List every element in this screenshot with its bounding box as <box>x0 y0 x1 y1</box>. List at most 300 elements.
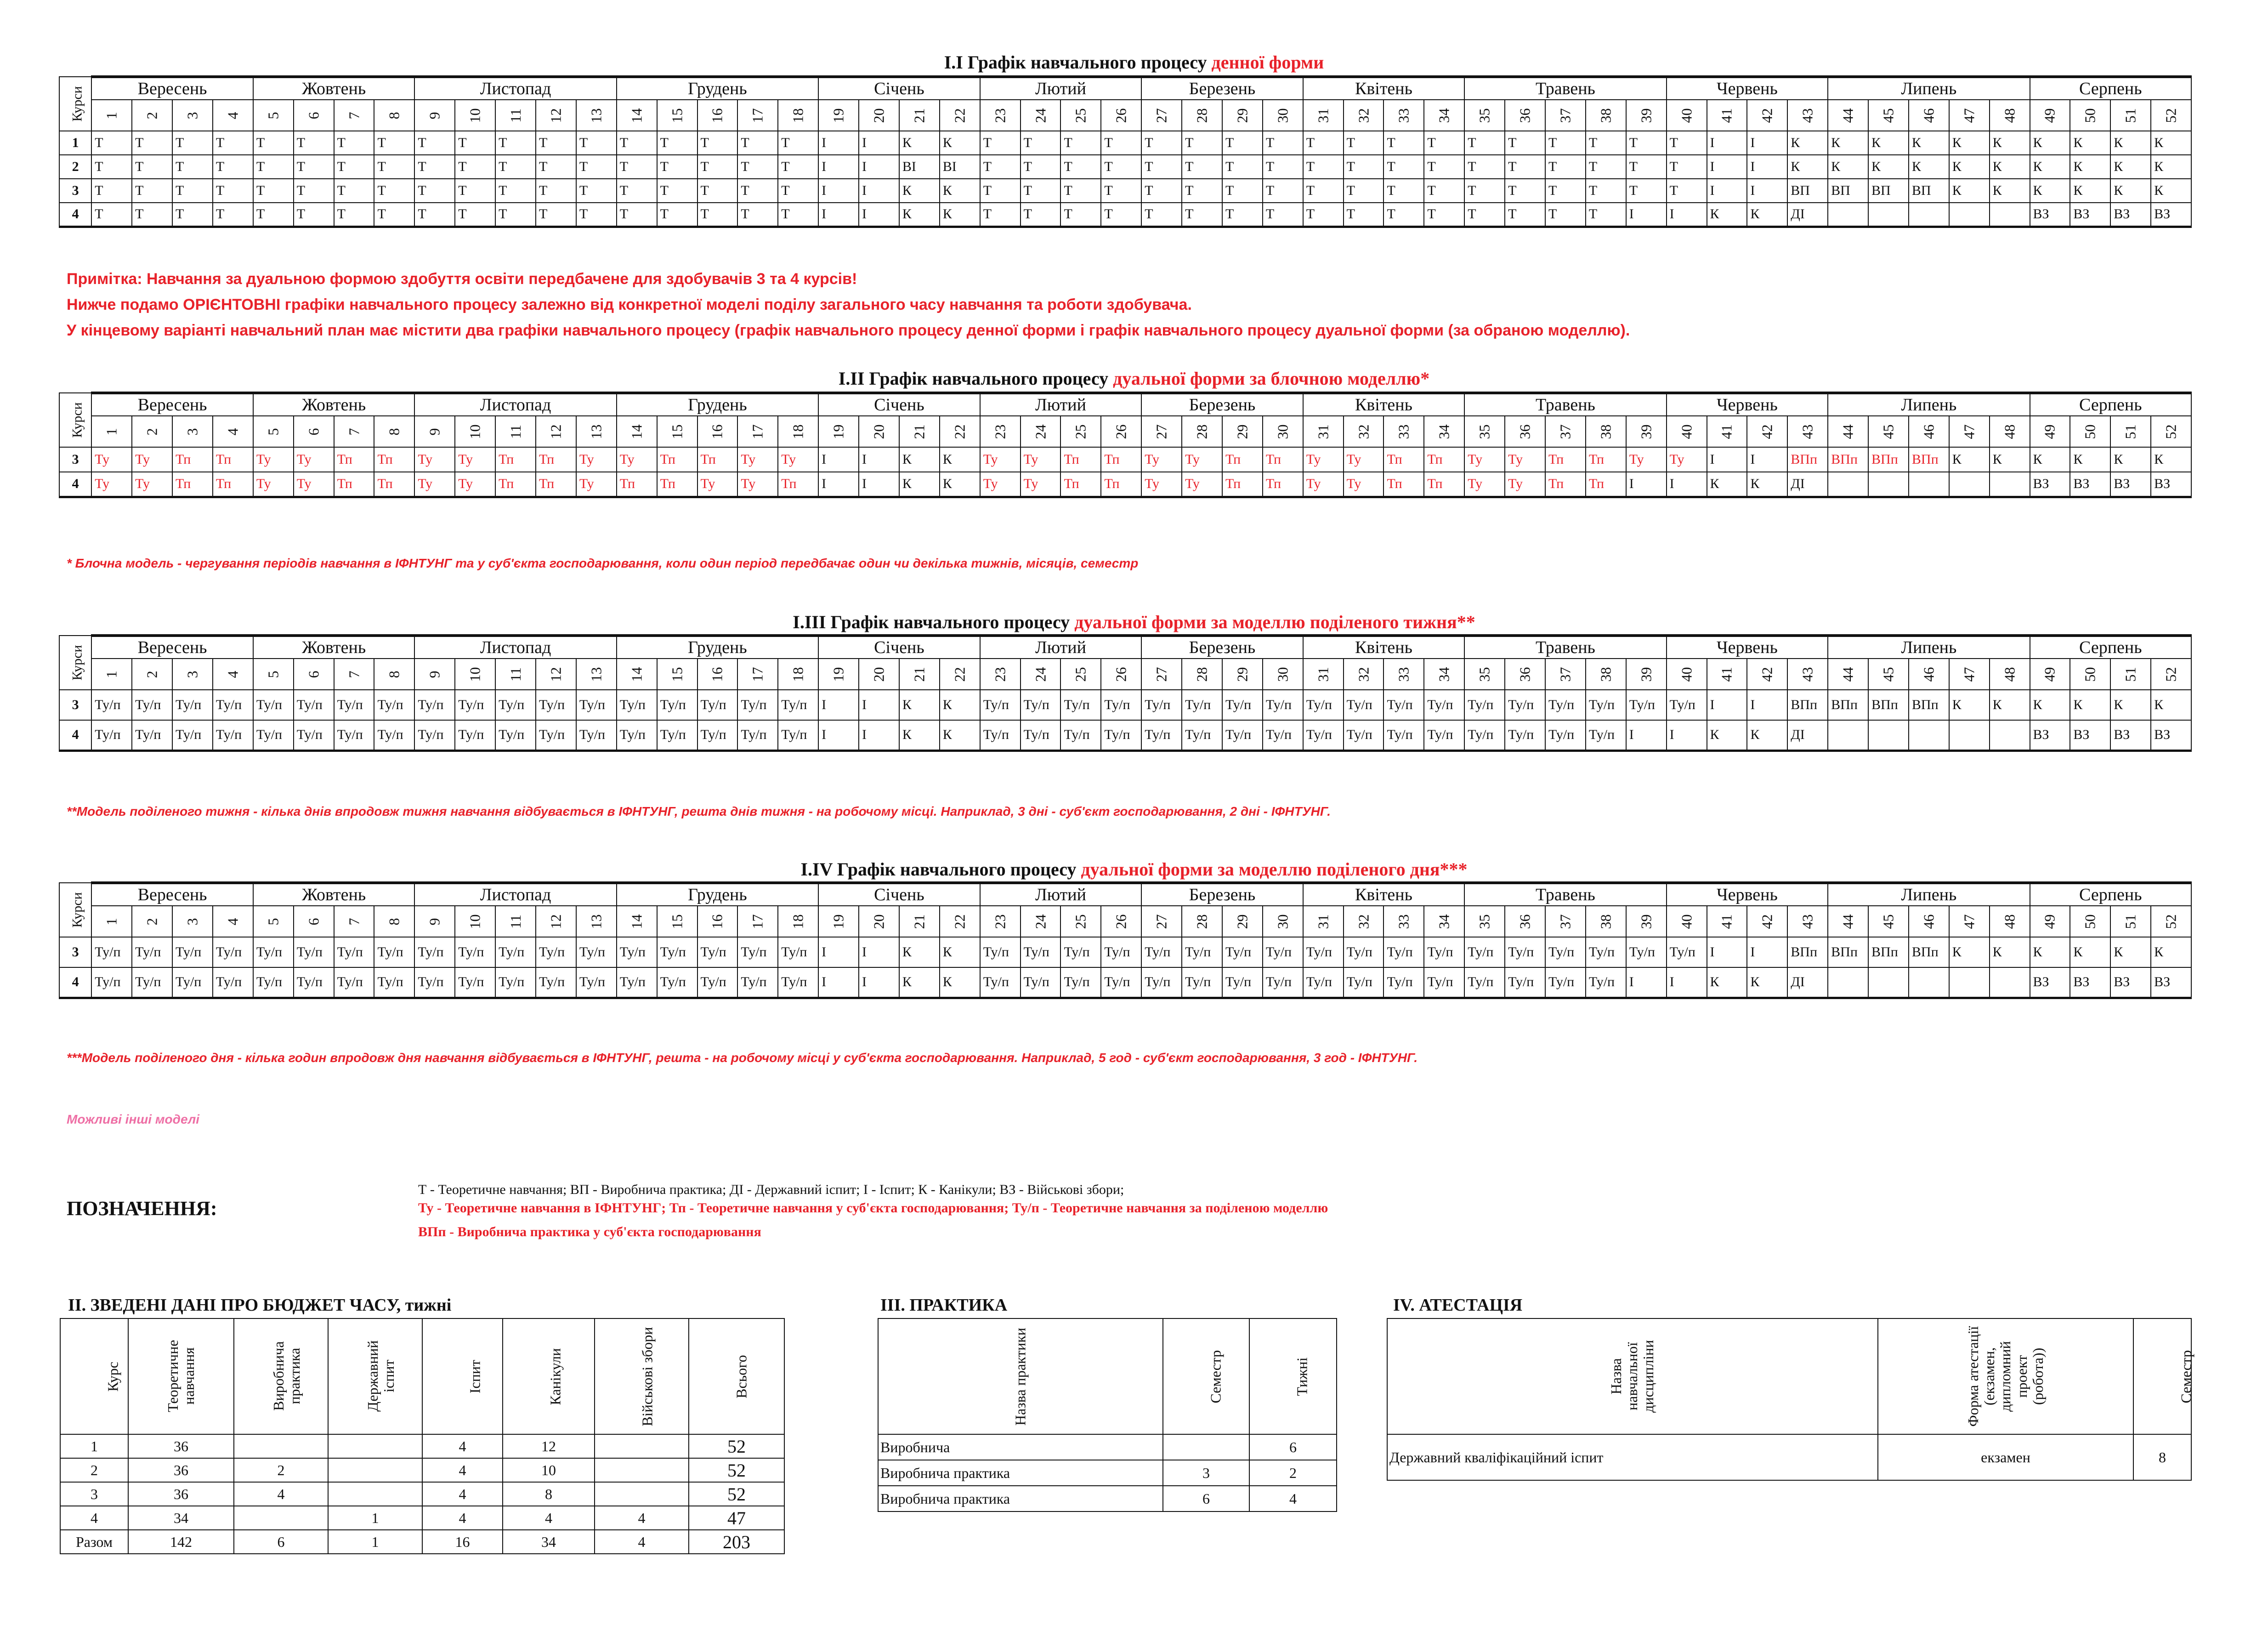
schedule-cell: Ту/п <box>1222 967 1263 998</box>
schedule-cell: Ту/п <box>172 720 213 750</box>
practice-title: III. ПРАКТИКА <box>880 1295 1008 1315</box>
schedule-cell: К <box>1747 203 1787 227</box>
schedule-cell: Ту/п <box>1263 937 1303 967</box>
schedule-cell: Ту/п <box>455 690 495 720</box>
schedule-cell: І <box>859 179 899 203</box>
practice-header: Семестр <box>1163 1318 1249 1434</box>
schedule-cell: Ту <box>1141 472 1182 497</box>
schedule-cell: І <box>818 131 859 155</box>
schedule-cell: Ту/п <box>1303 690 1344 720</box>
schedule-cell: Ту/п <box>91 690 132 720</box>
schedule-cell: Ту/п <box>213 937 253 967</box>
week-number: 37 <box>1545 416 1586 447</box>
week-number: 47 <box>1949 100 1990 131</box>
schedule-cell <box>1909 203 1949 227</box>
budget-cell: 12 <box>503 1434 595 1458</box>
schedule-cell: ВЗ <box>2110 203 2151 227</box>
schedule-cell: Ту/п <box>1060 937 1101 967</box>
week-number: 12 <box>536 659 576 690</box>
schedule-cell: Ту/п <box>1182 720 1222 750</box>
schedule-cell: Тп <box>1263 472 1303 497</box>
schedule-cell: Ту/п <box>1263 967 1303 998</box>
schedule-cell: К <box>2030 155 2070 179</box>
week-number: 39 <box>1626 906 1667 937</box>
schedule-cell: Ту/п <box>455 967 495 998</box>
schedule-cell <box>1990 203 2030 227</box>
schedule-cell <box>1828 967 1868 998</box>
schedule-cell: Т <box>1303 155 1344 179</box>
week-number: 25 <box>1060 906 1101 937</box>
week-number: 1 <box>91 659 132 690</box>
week-number: 14 <box>617 659 657 690</box>
week-number: 44 <box>1828 659 1868 690</box>
week-number: 22 <box>940 659 980 690</box>
schedule-cell: Ту/п <box>294 690 334 720</box>
schedule-cell: Т <box>1101 203 1141 227</box>
schedule-cell: І <box>1707 179 1747 203</box>
week-number: 38 <box>1586 416 1626 447</box>
week-number: 40 <box>1667 100 1707 131</box>
schedule-table-full-time <box>59 75 2192 228</box>
month-header: Липень <box>1828 77 2030 100</box>
schedule-cell: Ту/п <box>1101 967 1141 998</box>
schedule-cell: ВПп <box>1868 937 1909 967</box>
schedule-cell: Т <box>1383 203 1424 227</box>
week-number: 27 <box>1141 659 1182 690</box>
week-number: 28 <box>1182 100 1222 131</box>
schedule-cell: К <box>2070 179 2110 203</box>
schedule-cell: Т <box>132 131 172 155</box>
schedule-cell: І <box>859 447 899 472</box>
schedule-cell: Т <box>1182 155 1222 179</box>
budget-cell: 1 <box>328 1506 422 1530</box>
schedule-cell: ВЗ <box>2070 967 2110 998</box>
schedule-cell: Ту <box>980 447 1021 472</box>
schedule-cell: Т <box>1464 131 1505 155</box>
schedule-cell: Ту/п <box>253 720 294 750</box>
schedule-cell: Ту/п <box>213 690 253 720</box>
schedule-cell: Ту/п <box>657 967 697 998</box>
schedule-cell: ВПп <box>1828 937 1868 967</box>
week-number: 35 <box>1464 100 1505 131</box>
schedule-cell: Т <box>495 203 536 227</box>
schedule-cell: Тп <box>374 472 414 497</box>
week-number: 30 <box>1263 906 1303 937</box>
schedule-cell: Т <box>414 203 455 227</box>
week-number: 3 <box>172 659 213 690</box>
schedule-cell: ВЗ <box>2030 967 2070 998</box>
week-number: 43 <box>1787 416 1828 447</box>
week-number: 21 <box>899 100 940 131</box>
schedule-cell: Т <box>617 131 657 155</box>
week-number: 3 <box>172 100 213 131</box>
schedule-cell: К <box>899 203 940 227</box>
schedule-cell: Ту/п <box>697 937 738 967</box>
budget-cell: 36 <box>128 1434 234 1458</box>
week-number: 26 <box>1101 659 1141 690</box>
schedule-cell: Ту <box>1667 447 1707 472</box>
schedule-cell: Т <box>455 131 495 155</box>
budget-cell: 47 <box>689 1506 784 1530</box>
schedule-cell: К <box>2070 937 2110 967</box>
schedule-cell: Ту/п <box>657 720 697 750</box>
schedule-cell: Т <box>778 203 818 227</box>
schedule-cell: Тп <box>1586 447 1626 472</box>
schedule-cell: К <box>940 447 980 472</box>
schedule-cell: К <box>2070 131 2110 155</box>
week-number: 41 <box>1707 659 1747 690</box>
budget-cell: 4 <box>422 1506 503 1530</box>
month-header: Лютий <box>980 77 1142 100</box>
week-number: 39 <box>1626 659 1667 690</box>
schedule-cell: Ту/п <box>617 937 657 967</box>
schedule-cell: Т <box>172 179 213 203</box>
other-models-note: Можливі інші моделі <box>67 1112 200 1126</box>
week-number: 35 <box>1464 416 1505 447</box>
schedule-cell: Ту/п <box>495 967 536 998</box>
month-header: Травень <box>1464 393 1666 416</box>
kurs-row-label: 2 <box>59 155 91 179</box>
week-number: 8 <box>374 906 414 937</box>
schedule-cell: Ту/п <box>1021 690 1061 720</box>
schedule-cell: Т <box>253 155 294 179</box>
schedule-cell: Ту/п <box>1626 937 1667 967</box>
schedule-cell: І <box>1626 967 1667 998</box>
budget-cell: 8 <box>503 1482 595 1506</box>
week-number: 14 <box>617 416 657 447</box>
schedule-table-split-day-model <box>59 881 2192 999</box>
month-header: Вересень <box>91 636 253 659</box>
week-number: 19 <box>818 659 859 690</box>
week-number: 17 <box>737 659 778 690</box>
week-number: 21 <box>899 906 940 937</box>
month-header: Січень <box>818 636 980 659</box>
schedule-cell: І <box>1747 179 1787 203</box>
schedule-cell: Т <box>980 179 1021 203</box>
schedule-cell: К <box>1949 179 1990 203</box>
week-number: 10 <box>455 416 495 447</box>
schedule-cell: Ту/п <box>778 690 818 720</box>
budget-header: Виробнича практика <box>234 1318 328 1434</box>
schedule-cell: Т <box>374 179 414 203</box>
schedule-cell: Т <box>253 179 294 203</box>
month-header: Вересень <box>91 883 253 906</box>
schedule-cell: Т <box>132 179 172 203</box>
schedule-cell: ВЗ <box>2030 203 2070 227</box>
budget-cell: 4 <box>595 1506 689 1530</box>
budget-cell <box>328 1458 422 1482</box>
schedule-cell <box>1868 472 1909 497</box>
schedule-cell: ВЗ <box>2110 967 2151 998</box>
schedule-cell: І <box>1626 720 1667 750</box>
schedule-cell: К <box>1990 447 2030 472</box>
schedule-cell: ВП <box>1828 179 1868 203</box>
schedule-cell: І <box>1707 937 1747 967</box>
week-number: 48 <box>1990 100 2030 131</box>
schedule-cell: Т <box>294 203 334 227</box>
week-number: 15 <box>657 416 697 447</box>
schedule-cell: Ту <box>737 472 778 497</box>
practice-cell: 6 <box>1163 1486 1249 1511</box>
practice-cell: 3 <box>1163 1460 1249 1486</box>
schedule-cell: Ту <box>1626 447 1667 472</box>
schedule-cell: К <box>2110 155 2151 179</box>
schedule-cell: Ту/п <box>1667 937 1707 967</box>
schedule-cell: Т <box>1141 131 1182 155</box>
schedule-cell: Ту/п <box>132 967 172 998</box>
week-number: 13 <box>576 100 617 131</box>
schedule-cell: Т <box>253 131 294 155</box>
schedule-cell: І <box>818 472 859 497</box>
schedule-cell: Тп <box>1101 472 1141 497</box>
schedule-cell: Т <box>1626 155 1667 179</box>
schedule-cell: Т <box>697 131 738 155</box>
week-number: 24 <box>1021 100 1061 131</box>
month-header: Листопад <box>414 77 616 100</box>
schedule-cell: Ту/п <box>213 967 253 998</box>
week-number: 17 <box>737 100 778 131</box>
budget-header: Всього <box>689 1318 784 1434</box>
budget-cell: 36 <box>128 1482 234 1506</box>
schedule-cell: Ту/п <box>1141 720 1182 750</box>
schedule-cell: Т <box>455 203 495 227</box>
schedule-cell <box>1909 967 1949 998</box>
schedule-cell: Т <box>91 155 132 179</box>
week-number: 5 <box>253 100 294 131</box>
week-number: 50 <box>2070 659 2110 690</box>
week-number: 33 <box>1383 659 1424 690</box>
schedule-cell: Т <box>132 155 172 179</box>
schedule-cell: Тп <box>1383 447 1424 472</box>
schedule-cell: К <box>2110 690 2151 720</box>
kurs-row-label: 4 <box>59 967 91 998</box>
week-number: 16 <box>697 659 738 690</box>
budget-cell: 34 <box>503 1530 595 1554</box>
schedule-cell: Ту/п <box>980 937 1021 967</box>
schedule-cell: Тп <box>1586 472 1626 497</box>
schedule-cell: Т <box>737 155 778 179</box>
week-number: 25 <box>1060 659 1101 690</box>
schedule-cell: Ту <box>980 472 1021 497</box>
schedule-cell: К <box>899 720 940 750</box>
week-number: 29 <box>1222 416 1263 447</box>
schedule-cell: К <box>1707 472 1747 497</box>
budget-cell: 4 <box>422 1458 503 1482</box>
week-number: 42 <box>1747 659 1787 690</box>
schedule-cell: Ту <box>1464 447 1505 472</box>
schedule-cell: Ту/п <box>1021 720 1061 750</box>
month-header: Травень <box>1464 77 1666 100</box>
schedule-cell: ВЗ <box>2030 472 2070 497</box>
week-number: 5 <box>253 659 294 690</box>
week-number: 43 <box>1787 906 1828 937</box>
schedule-cell: Т <box>576 203 617 227</box>
schedule-cell: Т <box>980 155 1021 179</box>
budget-cell: 10 <box>503 1458 595 1482</box>
schedule-cell: Ту/п <box>657 937 697 967</box>
schedule-cell: ДІ <box>1787 720 1828 750</box>
schedule-cell: К <box>1787 155 1828 179</box>
schedule-cell: Т <box>374 131 414 155</box>
month-header: Жовтень <box>253 636 415 659</box>
schedule-cell: К <box>1949 131 1990 155</box>
schedule-cell: Т <box>576 131 617 155</box>
practice-header: Назва практики <box>878 1318 1163 1434</box>
week-number: 9 <box>414 906 455 937</box>
schedule-cell <box>1949 203 1990 227</box>
footnote-split-day-model: ***Модель поділеного дня - кілька годин впродовж дня навчання відбувається в ІФНТУНГ, решта - на робочому місці у суб'єкта господарювання. Наприклад, 5 год - суб'єкт господарювання, 3 год - ІФНТУНГ. <box>67 1051 1418 1065</box>
schedule-cell: Ту/п <box>778 937 818 967</box>
week-number: 34 <box>1424 659 1464 690</box>
budget-cell: 3 <box>60 1482 128 1506</box>
week-number: 40 <box>1667 416 1707 447</box>
schedule-cell <box>1949 472 1990 497</box>
schedule-cell: Ту/п <box>1222 690 1263 720</box>
schedule-cell <box>1990 720 2030 750</box>
schedule-cell: Ту/п <box>1222 720 1263 750</box>
month-header: Жовтень <box>253 393 415 416</box>
week-number: 9 <box>414 416 455 447</box>
schedule-cell: Т <box>1021 155 1061 179</box>
schedule-cell: К <box>940 937 980 967</box>
schedule-cell: Ту <box>455 447 495 472</box>
schedule-cell: Ту/п <box>1101 690 1141 720</box>
week-number: 25 <box>1060 416 1101 447</box>
schedule-cell: ВП <box>1868 179 1909 203</box>
schedule-cell: ВЗ <box>2110 472 2151 497</box>
week-number: 42 <box>1747 416 1787 447</box>
schedule-cell: ВЗ <box>2151 203 2191 227</box>
schedule-cell: Ту/п <box>253 690 294 720</box>
schedule-cell <box>1868 967 1909 998</box>
week-number: 22 <box>940 100 980 131</box>
schedule-cell: Ту/п <box>1545 690 1586 720</box>
schedule-cell: Т <box>91 179 132 203</box>
month-header: Січень <box>818 77 980 100</box>
practice-table <box>878 1318 1337 1512</box>
month-header: Жовтень <box>253 77 415 100</box>
schedule-cell: К <box>2151 690 2191 720</box>
schedule-cell: І <box>859 203 899 227</box>
week-number: 38 <box>1586 906 1626 937</box>
week-number: 23 <box>980 659 1021 690</box>
week-number: 37 <box>1545 659 1586 690</box>
schedule-cell: К <box>1787 131 1828 155</box>
week-number: 46 <box>1909 416 1949 447</box>
schedule-cell: Тп <box>213 447 253 472</box>
attestation-header: Семестр <box>2133 1318 2191 1434</box>
schedule-cell: Т <box>334 131 374 155</box>
week-number: 20 <box>859 416 899 447</box>
week-number: 22 <box>940 416 980 447</box>
schedule-cell: Т <box>1586 179 1626 203</box>
week-number: 18 <box>778 659 818 690</box>
month-header: Липень <box>1828 393 2030 416</box>
schedule-cell: Ту <box>1141 447 1182 472</box>
week-number: 38 <box>1586 100 1626 131</box>
practice-cell: 6 <box>1249 1434 1337 1460</box>
schedule-cell: Ту <box>576 447 617 472</box>
schedule-cell: Ту/п <box>294 720 334 750</box>
schedule-cell: Ту/п <box>1383 690 1424 720</box>
schedule-cell: І <box>818 447 859 472</box>
schedule-cell: Ту/п <box>374 967 414 998</box>
week-number: 20 <box>859 659 899 690</box>
schedule-cell: І <box>1626 472 1667 497</box>
schedule-cell: Ту/п <box>1464 937 1505 967</box>
schedule-cell: Т <box>1626 131 1667 155</box>
schedule-cell: Т <box>455 179 495 203</box>
week-number: 48 <box>1990 416 2030 447</box>
schedule-cell: Ту/п <box>657 690 697 720</box>
kurs-row-label: 4 <box>59 472 91 497</box>
schedule-cell: І <box>1747 131 1787 155</box>
schedule-cell: Т <box>1263 179 1303 203</box>
week-number: 7 <box>334 100 374 131</box>
section4-title: I.IV Графік навчального процесу дуальної форми за моделлю поділеного дня*** <box>800 859 1468 880</box>
schedule-cell: Т <box>1222 131 1263 155</box>
schedule-cell: ДІ <box>1787 967 1828 998</box>
schedule-cell: Т <box>172 155 213 179</box>
schedule-cell: Ту/п <box>1303 967 1344 998</box>
week-number: 29 <box>1222 100 1263 131</box>
budget-cell <box>595 1458 689 1482</box>
schedule-cell: К <box>1909 155 1949 179</box>
schedule-cell: ВП <box>1787 179 1828 203</box>
month-header: Лютий <box>980 393 1142 416</box>
schedule-cell: К <box>940 690 980 720</box>
budget-cell: 36 <box>128 1458 234 1482</box>
schedule-cell: Т <box>737 131 778 155</box>
schedule-cell: Ту/п <box>1383 937 1424 967</box>
week-number: 44 <box>1828 906 1868 937</box>
schedule-cell: Т <box>1344 179 1384 203</box>
schedule-cell: Т <box>657 203 697 227</box>
week-number: 34 <box>1424 416 1464 447</box>
week-number: 15 <box>657 100 697 131</box>
budget-cell: 4 <box>422 1482 503 1506</box>
schedule-cell: Ту/п <box>1626 690 1667 720</box>
week-number: 27 <box>1141 100 1182 131</box>
week-number: 49 <box>2030 906 2070 937</box>
schedule-cell: Ту <box>91 472 132 497</box>
schedule-cell: Ту/п <box>91 720 132 750</box>
schedule-cell: Ту <box>617 447 657 472</box>
schedule-cell: І <box>1707 447 1747 472</box>
schedule-cell: К <box>899 967 940 998</box>
schedule-cell: Тп <box>172 472 213 497</box>
schedule-cell: Т <box>1626 179 1667 203</box>
schedule-cell: Ту/п <box>536 720 576 750</box>
week-number: 41 <box>1707 906 1747 937</box>
week-number: 23 <box>980 100 1021 131</box>
schedule-cell <box>1990 472 2030 497</box>
schedule-cell: ДІ <box>1787 203 1828 227</box>
schedule-cell: Т <box>414 179 455 203</box>
schedule-cell: Т <box>657 131 697 155</box>
schedule-cell: Т <box>536 155 576 179</box>
schedule-cell: Т <box>1182 203 1222 227</box>
schedule-cell: К <box>1868 155 1909 179</box>
schedule-cell: Ту/п <box>495 690 536 720</box>
month-header: Травень <box>1464 636 1666 659</box>
schedule-cell: І <box>1707 155 1747 179</box>
budget-cell: 52 <box>689 1458 784 1482</box>
month-header: Грудень <box>617 77 818 100</box>
month-header: Липень <box>1828 636 2030 659</box>
budget-cell: 1 <box>328 1530 422 1554</box>
schedule-cell: Ту/п <box>1303 720 1344 750</box>
